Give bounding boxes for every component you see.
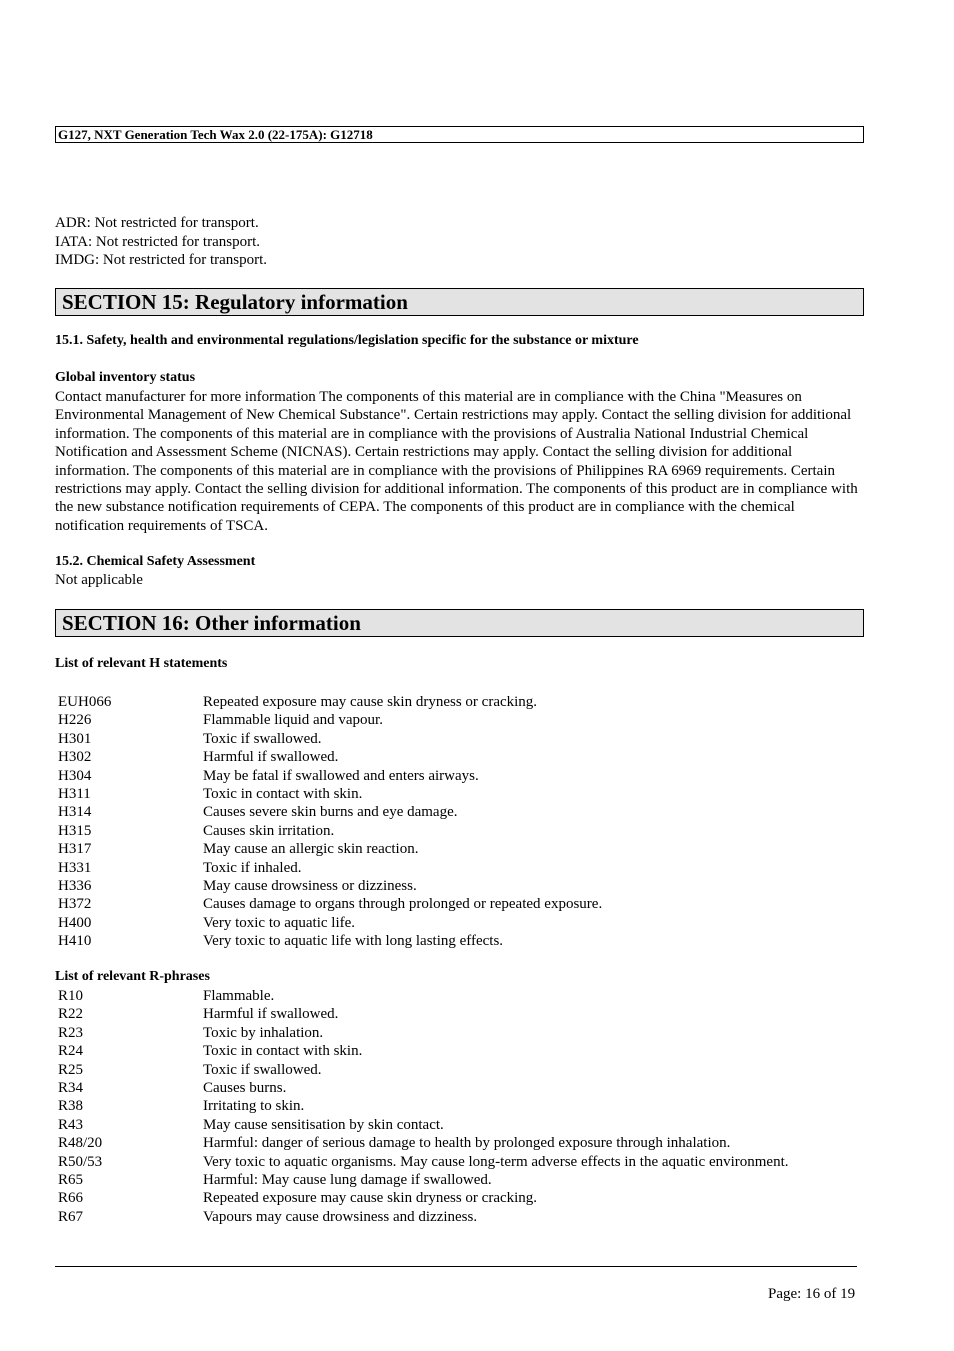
r-phrase-row-text: Toxic by inhalation. (203, 1024, 324, 1041)
r-phrase-row (58, 1134, 789, 1152)
r-phrase-row-code: R48/20 (58, 1135, 103, 1152)
r-phrase-row (58, 1153, 789, 1171)
transport-info (55, 214, 267, 270)
h-statement-row (58, 914, 602, 932)
r-phrase-row-code: R24 (58, 1043, 84, 1060)
h-statement-row-code: H336 (58, 878, 92, 895)
r-phrase-row (58, 1189, 789, 1207)
r-phrase-row-text: Causes burns. (203, 1080, 287, 1097)
r-phrase-row-code: R50/53 (58, 1153, 103, 1170)
section-15-1-heading: 15.1. Safety, health and environmental regulations/legislation specific for the substance or mixture (55, 333, 639, 348)
r-phrase-row (58, 1061, 789, 1079)
h-statement-row (58, 785, 602, 803)
r-phrase-row (58, 1005, 789, 1023)
h-statement-row-code: H315 (58, 822, 92, 839)
h-statement-row (58, 767, 602, 785)
r-phrase-row-text: Flammable. (203, 988, 275, 1004)
inventory-heading: Global inventory status (55, 370, 196, 385)
r-phrases-table (58, 987, 789, 1226)
h-statement-row (58, 730, 602, 748)
h-statement-row-code: H302 (58, 749, 92, 766)
h-statement-row-code: H400 (58, 914, 92, 931)
r-phrases-heading: List of relevant R-phrases (55, 969, 210, 984)
h-statement-row-code: H317 (58, 841, 92, 858)
r-phrase-row-code: R34 (58, 1080, 84, 1097)
footer-divider (55, 1266, 857, 1267)
h-statement-row-code: EUH066 (58, 694, 112, 710)
r-phrase-row-text: Very toxic to aquatic organisms. May cause long-term adverse effects in the aquatic environment. (203, 1153, 789, 1170)
h-statement-row-text: Very toxic to aquatic life with long lasting effects. (203, 933, 504, 950)
h-statement-row (58, 803, 602, 821)
h-statement-row (58, 822, 602, 840)
h-statements-heading: List of relevant H statements (55, 656, 228, 671)
r-phrase-row (58, 1171, 789, 1189)
r-phrase-row-code: R22 (58, 1006, 84, 1023)
transport-imdg: IMDG: Not restricted for transport. (55, 252, 268, 268)
transport-adr: ADR: Not restricted for transport. (55, 215, 259, 231)
h-statements-table (58, 693, 602, 951)
h-statement-row-text: Causes skin irritation. (203, 822, 335, 839)
r-phrase-row-text: May cause sensitisation by skin contact. (203, 1116, 444, 1133)
r-phrase-row (58, 1079, 789, 1097)
r-phrase-row-code: R23 (58, 1024, 84, 1041)
h-statement-row-code: H301 (58, 730, 92, 747)
inventory-text: Contact manufacturer for more information The components of this material are in compliance with the China "Measures on Environmental Management of New Chemical Substance". Certain restrictions may apply. Contact the selling division for additional information. The components of this material are in compliance with the provisions of Australia National Industrial Chemical Notification and Assessment Scheme (NICNAS). Certain restrictions may apply. Contact the selling division for additional information. The components of this material are in compliance with the provisions of Philippines RA 6969 requirements. Certain restrictions may apply. Contact the selling division for additional information. The components of this product are in compliance with the new substance notification requirements of CEPA. The components of this product are in compliance with the chemical notification requirements of TSCA. (55, 389, 858, 534)
transport-iata: IATA: Not restricted for transport. (55, 233, 260, 250)
r-phrase-row (58, 1042, 789, 1060)
h-statement-row-code: H314 (58, 804, 92, 821)
h-statement-row-code: H331 (58, 859, 92, 876)
page-number: Page: 16 of 19 (768, 1286, 856, 1302)
document-header: G127, NXT Generation Tech Wax 2.0 (22-175A): G12718 (55, 126, 864, 143)
r-phrase-row (58, 1116, 789, 1134)
r-phrase-row-code: R67 (58, 1208, 84, 1225)
r-phrase-row-text: Irritating to skin. (203, 1098, 305, 1115)
h-statement-row-code: H311 (58, 786, 91, 803)
r-phrase-row (58, 1208, 789, 1226)
h-statement-row-text: May cause drowsiness or dizziness. (203, 878, 417, 895)
r-phrase-row (58, 1024, 789, 1042)
h-statement-row-text: Toxic if inhaled. (203, 859, 302, 876)
h-statement-row-text: Harmful if swallowed. (203, 749, 339, 766)
h-statement-row-text: Causes damage to organs through prolonged or repeated exposure. (203, 896, 603, 913)
r-phrase-row-text: Repeated exposure may cause skin dryness or cracking. (203, 1190, 538, 1207)
h-statement-row-text: Flammable liquid and vapour. (203, 712, 383, 729)
r-phrase-row (58, 1097, 789, 1115)
h-statement-row (58, 748, 602, 766)
section-15-2-heading: 15.2. Chemical Safety Assessment (55, 554, 256, 569)
h-statement-row-code: H226 (58, 712, 92, 729)
section-15-2-text: Not applicable (55, 572, 143, 588)
section-15-title: SECTION 15: Regulatory information (55, 288, 864, 316)
h-statement-row (58, 711, 602, 729)
h-statement-row-text: Toxic if swallowed. (203, 730, 322, 747)
h-statement-row (58, 932, 602, 950)
h-statement-row (58, 895, 602, 913)
h-statement-row (58, 877, 602, 895)
h-statement-row (58, 840, 602, 858)
h-statement-row-code: H410 (58, 933, 92, 950)
r-phrase-row-text: Harmful: May cause lung damage if swallowed. (203, 1172, 492, 1189)
h-statement-row-text: Toxic in contact with skin. (203, 786, 363, 803)
r-phrase-row-text: Harmful if swallowed. (203, 1006, 339, 1023)
r-phrase-row-text: Toxic if swallowed. (203, 1061, 322, 1078)
r-phrase-row-code: R25 (58, 1061, 84, 1078)
r-phrase-row-code: R38 (58, 1098, 84, 1115)
h-statement-row-code: H304 (58, 767, 92, 784)
r-phrase-row-text: Vapours may cause drowsiness and dizziness. (203, 1208, 478, 1225)
h-statement-row-text: May be fatal if swallowed and enters airways. (203, 767, 479, 784)
h-statement-row-code: H372 (58, 896, 92, 913)
r-phrase-row-code: R43 (58, 1116, 84, 1133)
r-phrase-row (58, 987, 789, 1005)
r-phrase-row-text: Harmful: danger of serious damage to health by prolonged exposure through inhalation. (203, 1135, 731, 1152)
r-phrase-row-code: R10 (58, 988, 84, 1004)
r-phrase-row-code: R65 (58, 1172, 84, 1189)
h-statement-row-text: Very toxic to aquatic life. (203, 914, 356, 931)
h-statement-row-text: May cause an allergic skin reaction. (203, 841, 419, 858)
h-statement-row (58, 859, 602, 877)
h-statement-row-text: Repeated exposure may cause skin dryness or cracking. (203, 694, 538, 710)
r-phrase-row-code: R66 (58, 1190, 84, 1207)
h-statement-row (58, 693, 602, 711)
h-statement-row-text: Causes severe skin burns and eye damage. (203, 804, 458, 821)
section-16-title: SECTION 16: Other information (55, 609, 864, 637)
r-phrase-row-text: Toxic in contact with skin. (203, 1043, 363, 1060)
